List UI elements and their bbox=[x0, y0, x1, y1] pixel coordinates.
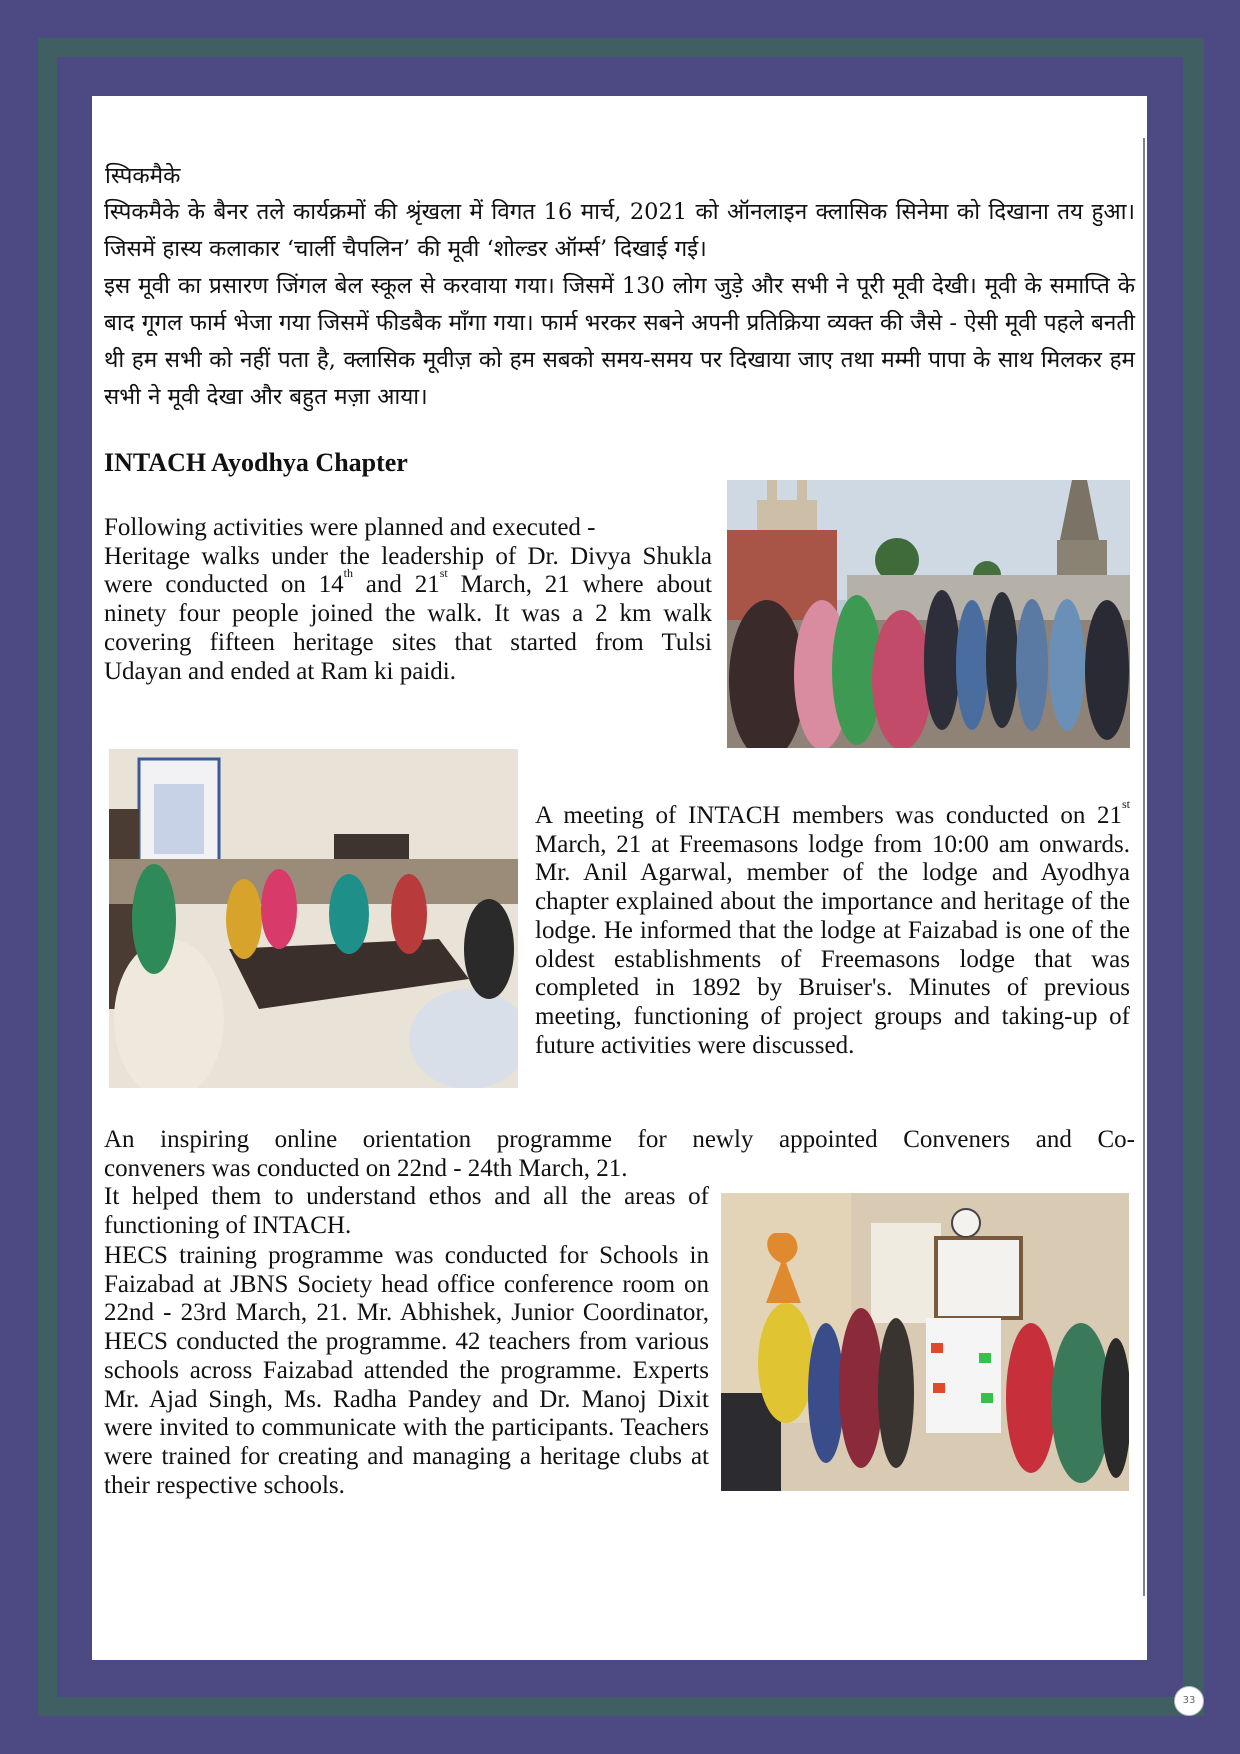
hecs-training-paragraph: HECS training programme was conducted for Schools in Faizabad at JBNS Society head office conference room on 22nd - 23rd March, 21. Mr. Abhishek, Junior Coordinator, HECS conducted the programme. 42 teachers from various schools across Faizabad attended the programme. Experts Mr. Ajad Singh, Ms. Radha Pandey and Dr. Manoj Dixit were invited to communicate with the participants. Teachers were trained for creating and managing a heritage clubs at their respective schools. bbox=[104, 1242, 709, 1499]
heritage-walk-text: March, 21 where about ninety four people joined the walk. It was a 2 km walk covering fifteen heritage sites that started from Tulsi Udayan and ended at Ram ki paidi. bbox=[104, 571, 712, 685]
heritage-walk-paragraph bbox=[104, 514, 712, 686]
ordinal-suffix: st bbox=[1121, 797, 1130, 811]
intach-heading: INTACH Ayodhya Chapter bbox=[104, 448, 408, 477]
spicmacay-paragraph-2: इस मूवी का प्रसारण जिंगल बेल स्कूल से करवाया गया। जिसमें 130 लोग जुड़े और सभी ने पूरी मूवी देखी। मूवी के समाप्ति के बाद गूगल फार्म भेजा गया जिसमें फीडबैक माँगा गया। फार्म भरकर सबने अपनी प्रतिक्रिया व्यक्त की जैसे - ऐसी मूवी पहले बनती थी हम सभी को नहीं पता है, क्लासिक मूवीज़ को हम सबको समय-समय पर दिखाया जाए तथा मम्मी पापा के साथ मिलकर हम सभी ने मूवी देखा और बहुत मज़ा आया। bbox=[104, 273, 1135, 410]
ordinal-suffix: th bbox=[343, 566, 354, 581]
lodge-meeting-paragraph bbox=[535, 797, 1130, 1060]
orientation-line-1: An inspiring online orientation programme for newly appointed Conveners and Co- bbox=[104, 1126, 1135, 1153]
spicmacay-paragraph-1: स्पिकमैके के बैनर तले कार्यक्रमों की श्रृंखला में विगत 16 मार्च, 2021 को ऑनलाइन क्लासिक सिनेमा को दिखाना तय हुआ। जिसमें हास्य कलाकार ‘चार्ली चैपलिन’ की मूवी ‘शोल्डर ऑर्म्स’ दिखाई गई। bbox=[104, 199, 1135, 262]
meeting-text: A meeting of INTACH members was conducted on 21 bbox=[535, 802, 1122, 829]
spicmacay-title: स्पिकमैके bbox=[105, 163, 181, 189]
lodge-meeting-photo bbox=[109, 749, 518, 1088]
meeting-text: March, 21 at Freemasons lodge from 10:00 am onwards. Mr. Anil Agarwal, member of the lodge and Ayodhya chapter explained about the importance and heritage of the lodge. He informed that the lodge at Faizabad is one of the oldest establishments of Freemasons lodge that was completed in 1892 by Bruiser's. Minutes of previous meeting, functioning of project groups and taking-up of future activities were discussed. bbox=[535, 830, 1130, 1059]
heritage-walk-text: and 21 bbox=[353, 571, 440, 599]
hecs-training-photo bbox=[721, 1193, 1129, 1491]
orientation-line-2: conveners was conducted on 22nd - 24th March, 21. bbox=[104, 1155, 628, 1182]
document-page bbox=[92, 96, 1147, 1660]
ordinal-suffix: st bbox=[439, 566, 448, 581]
heritage-walk-text: Heritage walks under the leadership of Dr. Divya Shukla were conducted on 14 bbox=[104, 542, 712, 599]
page-number: 33 bbox=[1174, 1686, 1204, 1716]
page-margin-rule bbox=[1143, 138, 1145, 1596]
heritage-walk-photo bbox=[727, 480, 1130, 748]
heritage-walk-intro: Following activities were planned and executed - bbox=[104, 514, 596, 541]
heritage-walk-body bbox=[104, 543, 712, 687]
orientation-continued: It helped them to understand ethos and all the areas of functioning of INTACH. bbox=[104, 1183, 709, 1239]
